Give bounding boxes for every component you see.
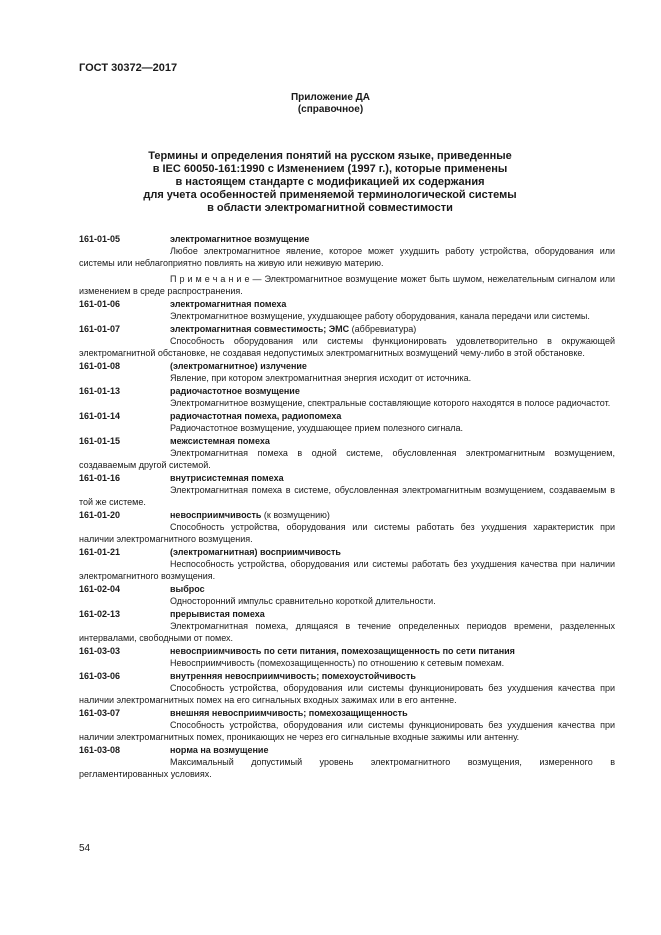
term-entry xyxy=(79,410,615,434)
term-code: 161-01-14 xyxy=(79,411,121,421)
term-title xyxy=(79,670,615,682)
appendix-title xyxy=(130,150,530,215)
term-code: 161-01-06 xyxy=(79,299,121,309)
term-definition: Любое электромагнитное явление, которое может ухудшить работу устройства, оборудования или системы или неблагоприятно повлиять на живую или неживую материю. xyxy=(79,246,615,268)
term-name: невосприимчивость xyxy=(170,510,262,520)
term-name: норма на возмущение xyxy=(170,745,269,755)
term-name: электромагнитная совместимость; ЭМС xyxy=(170,324,350,334)
term-entry xyxy=(79,744,615,780)
term-definition: Способность оборудования или системы функционировать удовлетворительно в окружающей электромагнитной обстановке, не создавая недопустимых электромагнитных возмущений чему-либо в этой обстановке. xyxy=(79,336,615,358)
term-name: электромагнитная помеха xyxy=(170,299,287,309)
term-code: 161-01-21 xyxy=(79,547,121,557)
term-definition: Максимальный допустимый уровень электромагнитного возмущения, измеренного в регламентированных условиях. xyxy=(79,757,615,779)
term-code: 161-03-06 xyxy=(79,671,121,681)
term-qualifier: (к возмущению) xyxy=(261,510,330,520)
term-title xyxy=(79,233,615,245)
term-code: 161-01-13 xyxy=(79,386,121,396)
standard-designation: ГОСТ 30372—2017 xyxy=(79,62,178,74)
term-entry xyxy=(79,435,615,471)
title-line: в настоящем стандарте с модификацией их содержания xyxy=(175,176,485,188)
term-code: 161-01-20 xyxy=(79,510,121,520)
term-definition: Электромагнитная помеха в системе, обусловленная электромагнитным возмущением, создаваемым в той же системе. xyxy=(79,485,615,507)
term-title xyxy=(79,645,615,657)
term-definition: Явление, при котором электромагнитная энергия исходит от источника. xyxy=(170,373,472,383)
terms-list xyxy=(79,233,615,781)
term-code: 161-01-15 xyxy=(79,436,121,446)
term-title xyxy=(79,608,615,620)
term-definition: Электромагнитная помеха в одной системе, обусловленная электромагнитным возмущением, создаваемым другой системой. xyxy=(79,448,615,470)
term-entry xyxy=(79,385,615,409)
appendix-note: (справочное) xyxy=(297,104,364,115)
term-definition: Электромагнитная помеха, длящаяся в течение определенных периодов времени, разделенных интервалами, свободными от помех. xyxy=(79,621,615,643)
term-name: радиочастотная помеха, радиопомеха xyxy=(170,411,342,421)
term-name: радиочастотное возмущение xyxy=(170,386,300,396)
term-entry xyxy=(79,707,615,743)
term-definition: Неспособность устройства, оборудования или системы работать без ухудшения качества при наличии электромагнитного возмущения. xyxy=(79,559,615,581)
term-title xyxy=(79,472,615,484)
term-name: электромагнитное возмущение xyxy=(170,234,310,244)
title-line: в области электромагнитной совместимости xyxy=(207,202,453,214)
term-code: 161-02-13 xyxy=(79,609,121,619)
term-title xyxy=(79,385,615,397)
term-title xyxy=(79,583,615,595)
term-name: (электромагнитное) излучение xyxy=(170,361,307,371)
term-code: 161-03-07 xyxy=(79,708,121,718)
term-name: внутрисистемная помеха xyxy=(170,473,284,483)
term-title xyxy=(79,323,615,335)
term-title xyxy=(79,744,615,756)
term-code: 161-03-03 xyxy=(79,646,121,656)
term-definition: Способность устройства, оборудования или системы функционировать без ухудшения качества при наличии электромагнитных помех на его сигнальных входных зажимах или в его антенне. xyxy=(79,683,615,705)
term-title xyxy=(79,546,615,558)
term-entry xyxy=(79,583,615,607)
term-title xyxy=(79,410,615,422)
term-entry xyxy=(79,670,615,706)
term-definition: Способность устройства, оборудования или системы функционировать без ухудшения качества при наличии электромагнитных помех, проникающих не через его сигнальные входные зажимы или антенну. xyxy=(79,720,615,742)
term-entry xyxy=(79,233,615,297)
term-name: прерывистая помеха xyxy=(170,609,265,619)
term-entry xyxy=(79,323,615,359)
term-code: 161-01-08 xyxy=(79,361,121,371)
term-title xyxy=(79,509,615,521)
term-entry xyxy=(79,608,615,644)
term-entry xyxy=(79,645,615,669)
term-title xyxy=(79,435,615,447)
term-entry xyxy=(79,509,615,545)
term-code: 161-01-07 xyxy=(79,324,121,334)
term-entry xyxy=(79,298,615,322)
title-line: для учета особенностей применяемой терминологической системы xyxy=(143,189,517,201)
appendix-label: Приложение ДА xyxy=(290,92,371,103)
term-definition: Невосприимчивость (помехозащищенность) по отношению к сетевым помехам. xyxy=(170,658,505,668)
term-name: внешняя невосприимчивость; помехозащищенность xyxy=(170,708,408,718)
term-code: 161-03-08 xyxy=(79,745,121,755)
term-note: П р и м е ч а н и е — Электромагнитное возмущение может быть шумом, нежелательным сигналом или изменением в среде распространения. xyxy=(79,274,615,296)
term-name: невосприимчивость по сети питания, помехозащищенность по сети питания xyxy=(170,646,515,656)
term-code: 161-01-05 xyxy=(79,234,121,244)
term-name: внутренняя невосприимчивость; помехоустойчивость xyxy=(170,671,416,681)
term-entry xyxy=(79,472,615,508)
title-line: в IEC 60050-161:1990 с Изменением (1997 г.), которые применены xyxy=(152,163,508,175)
term-definition: Односторонний импульс сравнительно короткой длительности. xyxy=(170,596,436,606)
term-definition: Электромагнитное возмущение, ухудшающее работу оборудования, канала передачи или системы. xyxy=(170,311,590,321)
term-entry xyxy=(79,546,615,582)
term-name: выброс xyxy=(170,584,205,594)
term-definition: Электромагнитное возмущение, спектральные составляющие которого находятся в полосе радиочастот. xyxy=(170,398,611,408)
term-name: (электромагнитная) восприимчивость xyxy=(170,547,341,557)
term-code: 161-01-16 xyxy=(79,473,121,483)
term-code: 161-02-04 xyxy=(79,584,121,594)
term-qualifier: (аббревиатура) xyxy=(349,324,417,334)
term-title xyxy=(79,298,615,310)
term-entry xyxy=(79,360,615,384)
title-line: Термины и определения понятий на русском языке, приведенные xyxy=(148,150,512,162)
term-title xyxy=(79,707,615,719)
term-name: межсистемная помеха xyxy=(170,436,270,446)
term-definition: Радиочастотное возмущение, ухудшающее прием полезного сигнала. xyxy=(170,423,464,433)
page-number: 54 xyxy=(79,843,91,854)
term-title xyxy=(79,360,615,372)
term-definition: Способность устройства, оборудования или системы работать без ухудшения характеристик при наличии электромагнитного возмущения. xyxy=(79,522,615,544)
